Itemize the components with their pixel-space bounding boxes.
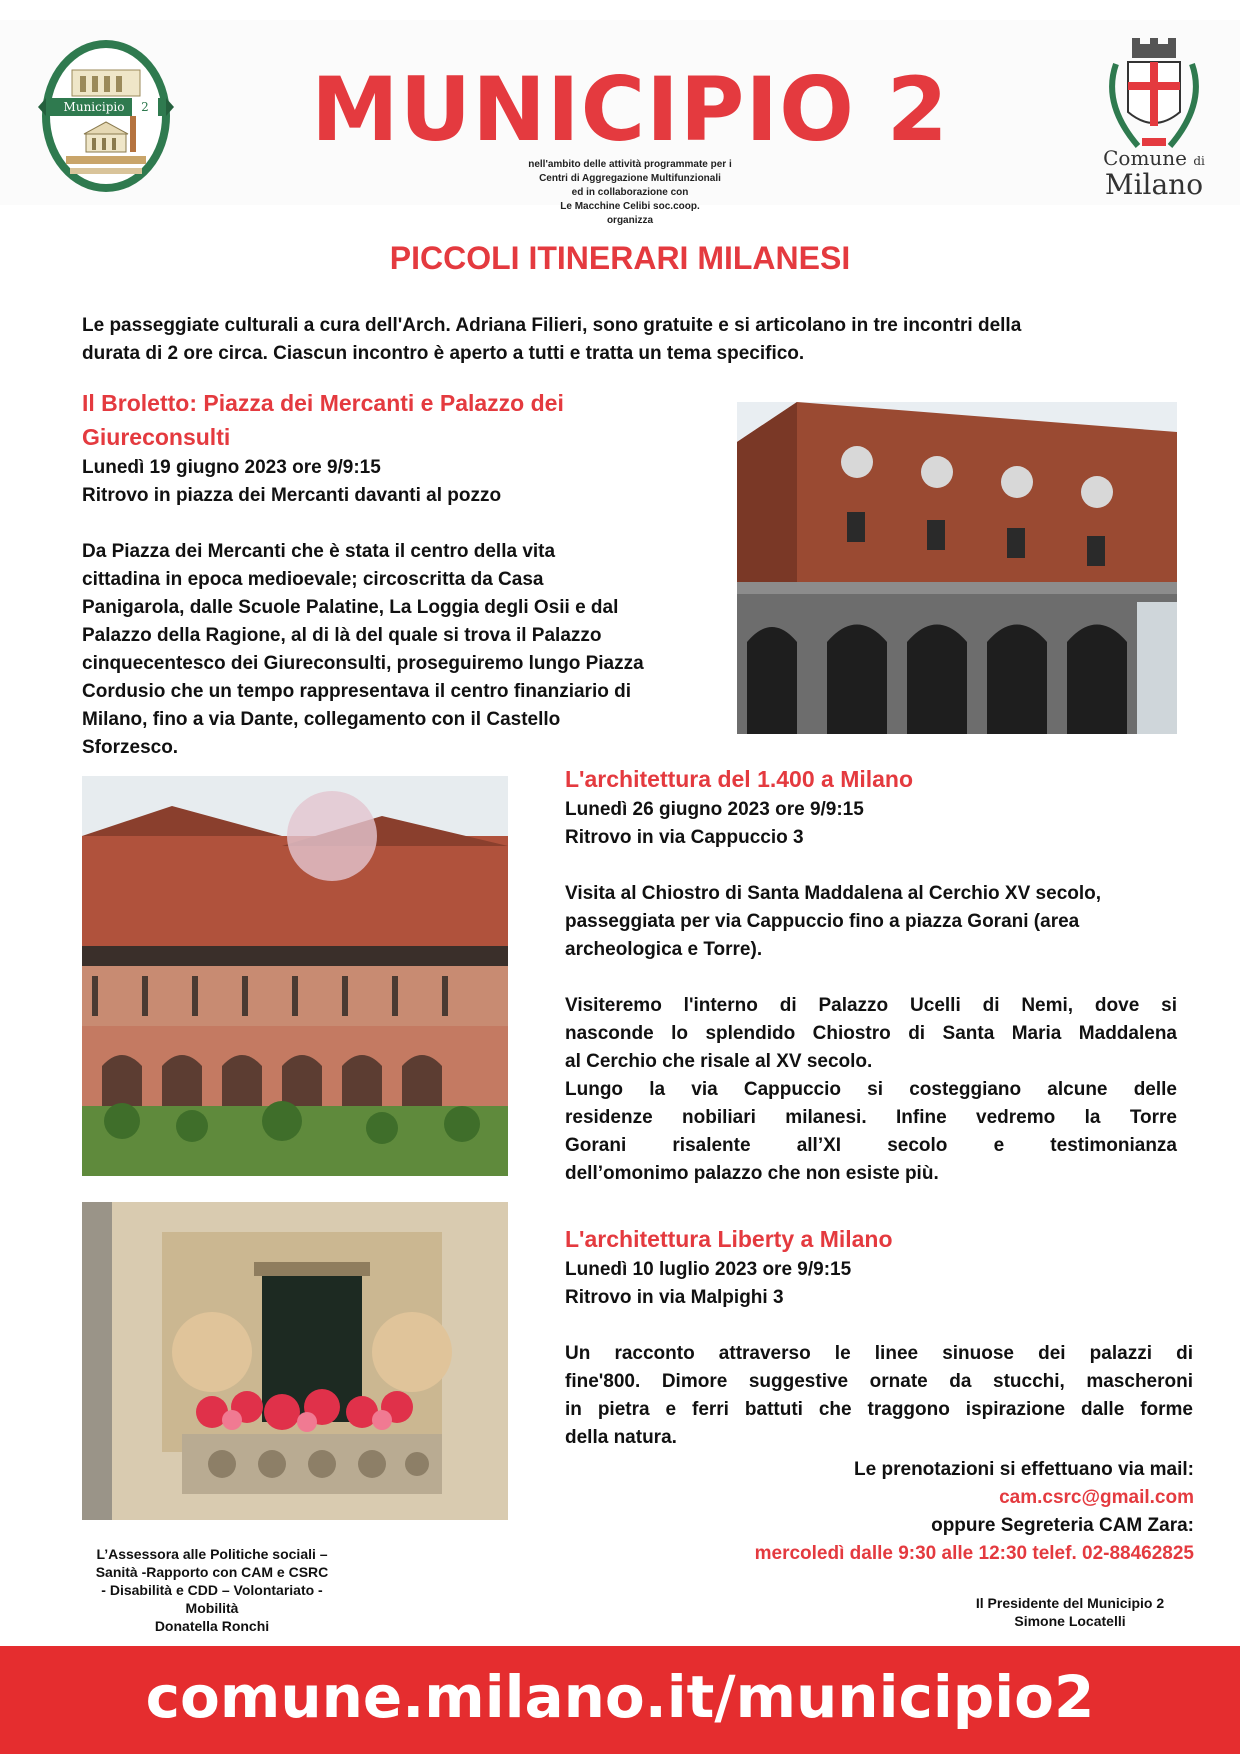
event-date: Lunedì 26 giugno 2023 ore 9/9:15 bbox=[565, 799, 864, 820]
logo-municipio-number: 2 bbox=[132, 98, 158, 116]
event-title: L'architettura Liberty a Milano bbox=[565, 1226, 893, 1252]
signature-line: - Disabilità e CDD – Volontariato - bbox=[101, 1582, 323, 1598]
body-line: Sforzesco. bbox=[82, 737, 179, 758]
body-line: archeologica e Torre). bbox=[565, 939, 763, 960]
subtitle: PICCOLI ITINERARI MILANESI bbox=[389, 240, 851, 276]
signature-line: Simone Locatelli bbox=[1014, 1613, 1126, 1629]
signature-line: Donatella Ronchi bbox=[154, 1618, 270, 1634]
signature-line: L’Assessora alle Politiche sociali – bbox=[96, 1546, 328, 1562]
body-line: in pietra e ferri battuti che traggono ispirazione dalle forme bbox=[565, 1399, 1193, 1420]
intro-line: Centri di Aggregazione Multifunzionali bbox=[539, 173, 721, 184]
body-line: residenze nobiliari milanesi. Infine vedremo la Torre bbox=[565, 1107, 1177, 1128]
body-line: dell’omonimo palazzo che non esiste più. bbox=[565, 1163, 939, 1184]
intro-line: organizza bbox=[606, 215, 654, 226]
liberty-photo bbox=[82, 1202, 508, 1520]
booking-line: oppure Segreteria CAM Zara: bbox=[931, 1515, 1194, 1536]
event-broletto bbox=[82, 386, 722, 762]
body-line: Panigarola, dalle Scuole Palatine, La Loggia degli Osii e dal bbox=[82, 597, 619, 618]
body-line: Visiteremo l'interno di Palazzo Ucelli di Nemi, dove si bbox=[565, 995, 1177, 1016]
body-line: Gorani risalente all’XI secolo e testimonianza bbox=[565, 1135, 1177, 1156]
municipio-2-logo bbox=[36, 36, 176, 196]
body-line: nasconde lo splendido Chiostro di Santa Maria Maddalena bbox=[565, 1023, 1177, 1044]
booking-line: Le prenotazioni si effettuano via mail: bbox=[854, 1459, 1194, 1480]
comune-milano-logo bbox=[1098, 34, 1210, 204]
event-title: Giureconsulti bbox=[82, 424, 231, 450]
logo-comune-line1 bbox=[1098, 146, 1210, 170]
intro-line: ed in collaborazione con bbox=[571, 187, 689, 198]
body-line: cinquecentesco dei Giureconsulti, proseguiremo lungo Piazza bbox=[82, 653, 644, 674]
signature-line: Sanità -Rapporto con CAM e CSRC bbox=[95, 1564, 329, 1580]
signature-assessora bbox=[62, 1545, 362, 1635]
body-line: Visita al Chiostro di Santa Maddalena al Cerchio XV secolo, bbox=[565, 883, 1102, 904]
description bbox=[82, 312, 1182, 368]
event-para1 bbox=[565, 880, 1177, 964]
event-liberty bbox=[565, 1222, 1193, 1452]
booking-info bbox=[640, 1456, 1194, 1568]
event-body bbox=[565, 1340, 1193, 1452]
body-line: passeggiata per via Cappuccio fino a piazza Gorani (area bbox=[565, 911, 1080, 932]
event-title: L'architettura del 1.400 a Milano bbox=[565, 766, 914, 792]
event-title: Il Broletto: Piazza dei Mercanti e Palazzo dei bbox=[82, 390, 564, 416]
signature-line: Il Presidente del Municipio 2 bbox=[975, 1595, 1165, 1611]
booking-hours: mercoledì dalle 9:30 alle 12:30 telef. 02-88462825 bbox=[754, 1543, 1194, 1564]
footer-url-link[interactable]: comune.milano.it/municipio2 bbox=[145, 1663, 1095, 1731]
body-line: Da Piazza dei Mercanti che è stata il centro della vita bbox=[82, 541, 556, 562]
description-line: durata di 2 ore circa. Ciascun incontro è aperto a tutti e tratta un tema specifico. bbox=[82, 343, 805, 364]
event-meeting: Ritrovo in via Cappuccio 3 bbox=[565, 827, 804, 848]
intro-line: Le Macchine Celibi soc.coop. bbox=[560, 201, 700, 212]
event-meeting: Ritrovo in piazza dei Mercanti davanti al pozzo bbox=[82, 485, 502, 506]
event-para2 bbox=[565, 992, 1177, 1188]
body-line: Milano, fino a via Dante, collegamento con il Castello bbox=[82, 709, 561, 730]
event-architettura-1400 bbox=[565, 762, 1177, 1188]
body-line: al Cerchio che risale al XV secolo. bbox=[565, 1051, 873, 1072]
body-line: cittadina in epoca medioevale; circoscritta da Casa bbox=[82, 569, 544, 590]
signature-line: Mobilità bbox=[185, 1600, 239, 1616]
event-date: Lunedì 10 luglio 2023 ore 9/9:15 bbox=[565, 1259, 852, 1280]
event-date: Lunedì 19 giugno 2023 ore 9/9:15 bbox=[82, 457, 381, 478]
body-line: Un racconto attraverso le linee sinuose dei palazzi di bbox=[565, 1343, 1193, 1364]
broletto-photo bbox=[737, 402, 1177, 734]
intro-line: nell'ambito delle attività programmate per i bbox=[528, 159, 732, 170]
body-line: Lungo la via Cappuccio si costeggiano alcune delle bbox=[565, 1079, 1177, 1100]
signature-presidente bbox=[930, 1594, 1210, 1630]
page-title: MUNICIPIO 2 bbox=[311, 58, 949, 161]
cloister-photo bbox=[82, 776, 508, 1176]
intro-text bbox=[440, 158, 820, 228]
logo-milano-word: Milano bbox=[1104, 168, 1204, 201]
logo-di-word: di bbox=[1193, 154, 1205, 168]
description-line: Le passeggiate culturali a cura dell'Arch. Adriana Filieri, sono gratuite e si articolano in tre incontri della bbox=[82, 315, 1022, 336]
body-line: Palazzo della Ragione, al di là del quale si trova il Palazzo bbox=[82, 625, 602, 646]
logo-comune-word: Comune bbox=[1103, 146, 1187, 170]
body-line: della natura. bbox=[565, 1427, 677, 1448]
event-meeting: Ritrovo in via Malpighi 3 bbox=[565, 1287, 784, 1308]
body-line: Cordusio che un tempo rappresentava il centro finanziario di bbox=[82, 681, 631, 702]
booking-email[interactable]: cam.csrc@gmail.com bbox=[999, 1487, 1194, 1508]
event-body bbox=[82, 538, 722, 762]
logo-municipio-text: Municipio bbox=[63, 100, 125, 114]
body-line: fine'800. Dimore suggestive ornate da stucchi, mascheroni bbox=[565, 1371, 1193, 1392]
